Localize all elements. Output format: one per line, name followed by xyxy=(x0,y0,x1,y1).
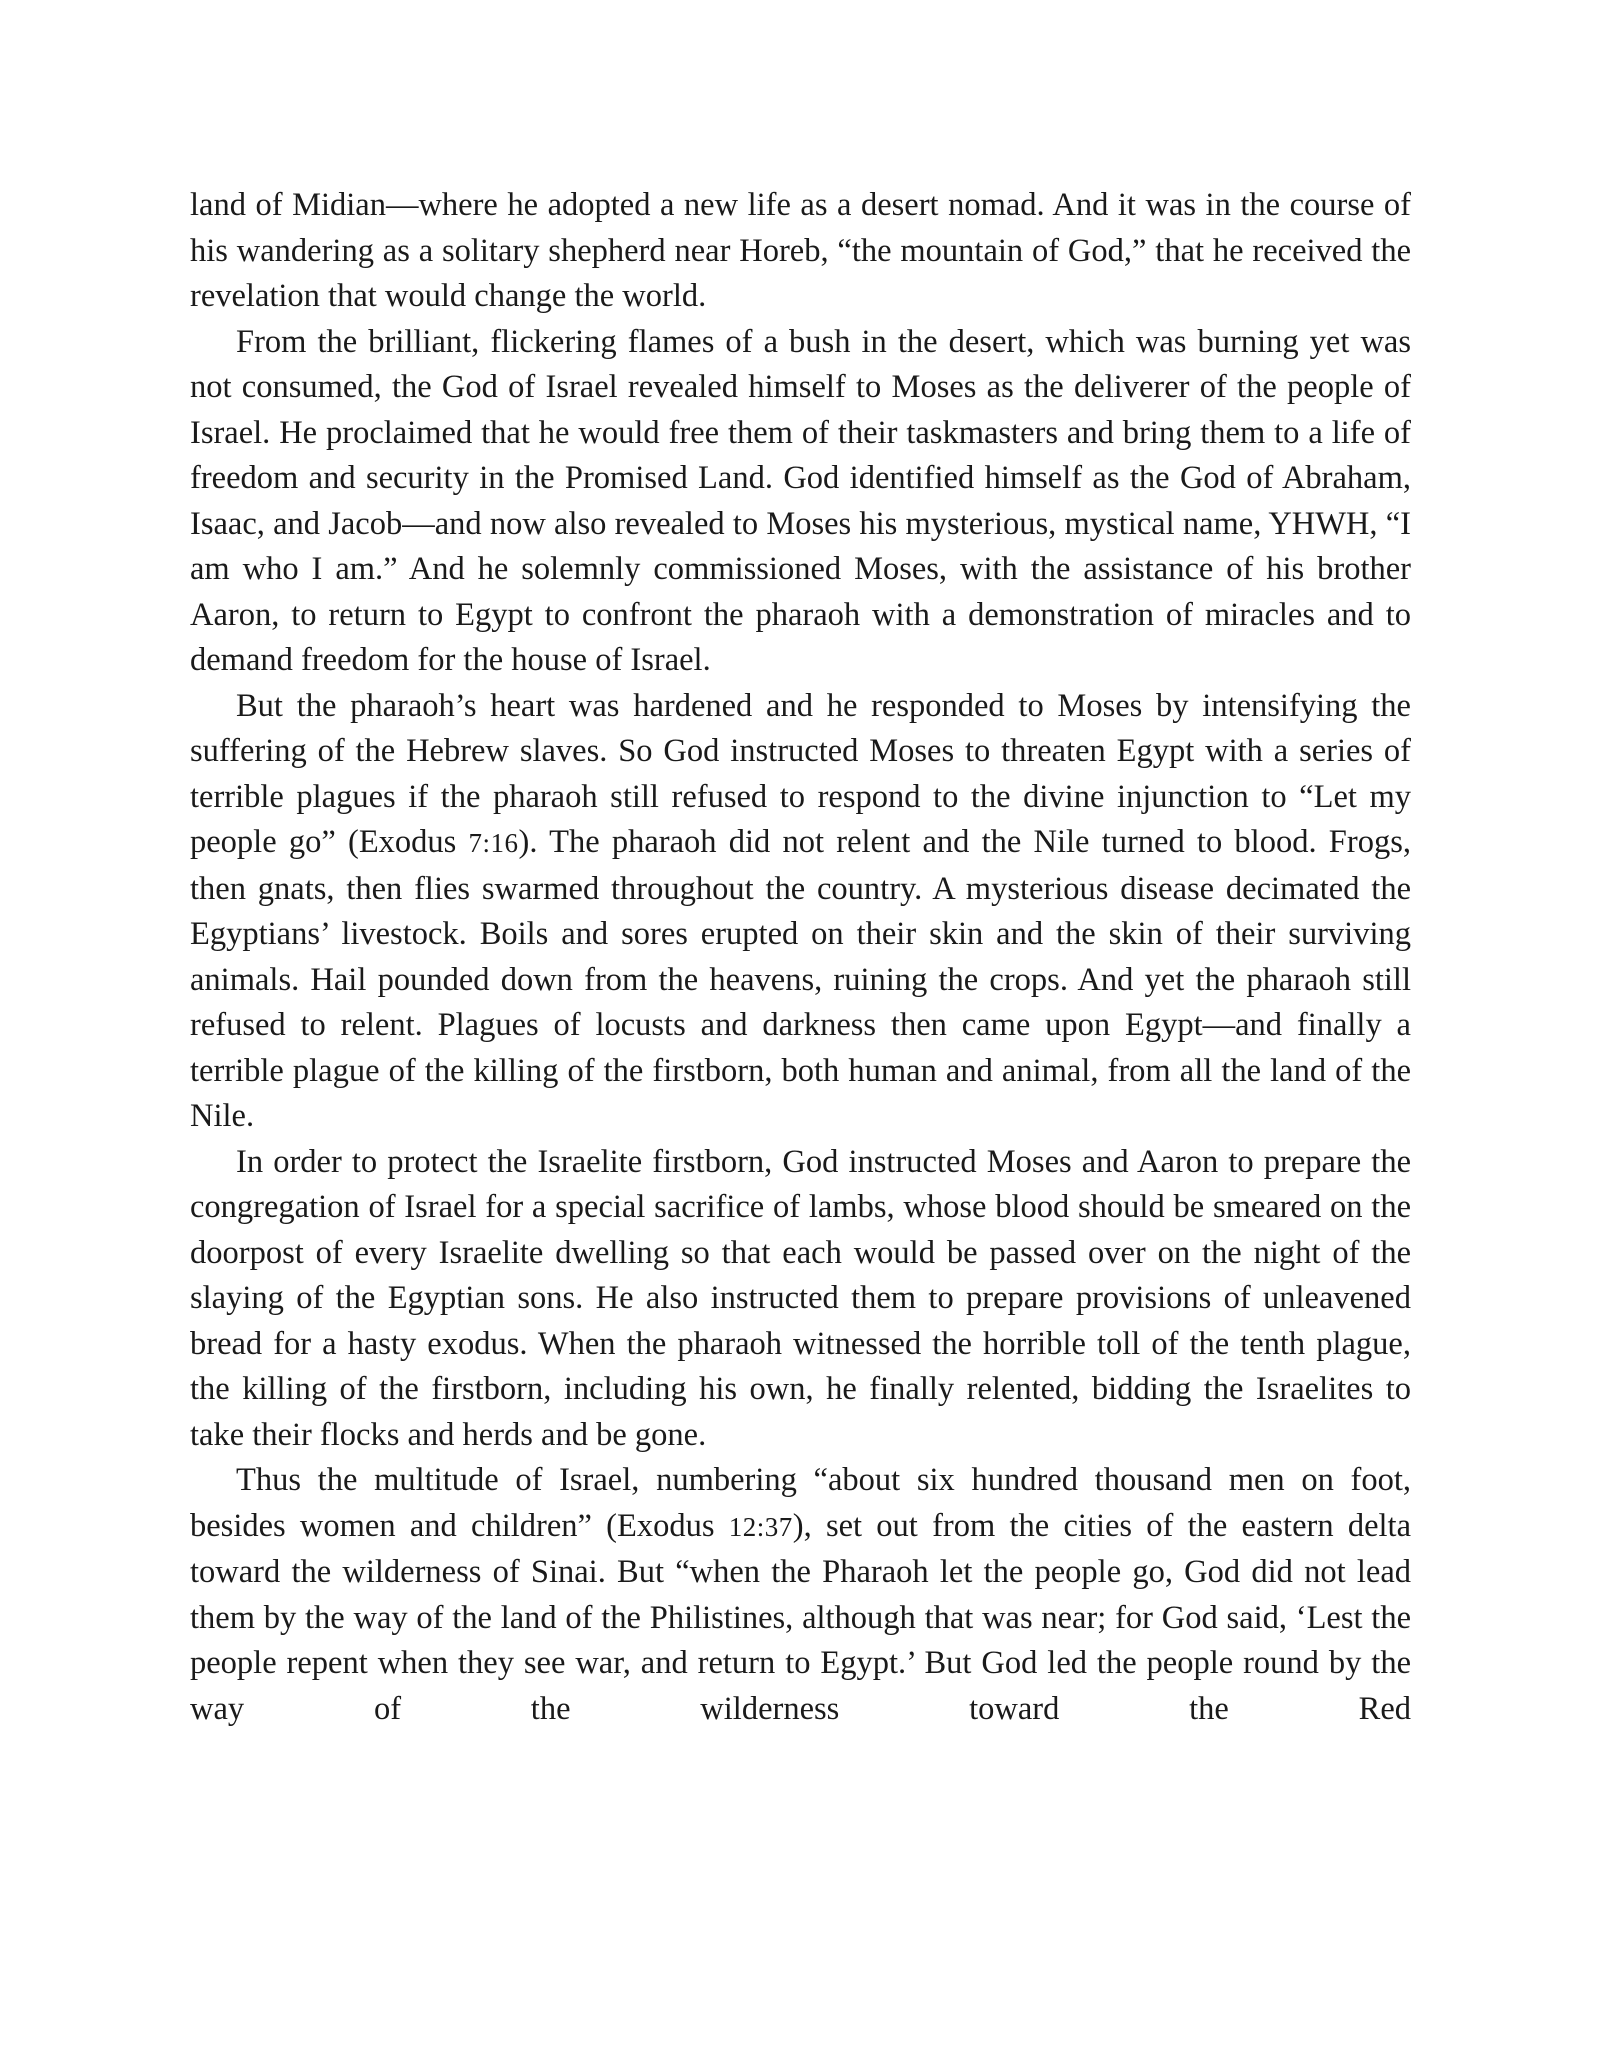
paragraph-5-text-a: Thus the multitude of Israel, numbering “about six hundred thousand men on foot, besides women and children” (Exodus xyxy=(190,1462,1411,1544)
paragraph-4 xyxy=(190,1140,1411,1459)
body-text xyxy=(190,183,1411,1732)
paragraph-1-text: land of Midian—where he adopted a new life as a desert nomad. And it was in the course of his wandering as a solitary shepherd near Horeb, “the mountain of God,” that he received the revelation that would change the world. xyxy=(190,187,1411,314)
paragraph-4-text: In order to protect the Israelite firstborn, God instructed Moses and Aaron to prepare the congregation of Israel for a special sacrifice of lambs, whose blood should be smeared on the doorpost of every Israelite dwelling so that each would be passed over on the night of the slaying of the Egyptian sons. He also instructed them to prepare provisions of unleavened bread for a hasty exodus. When the pharaoh witnessed the horrible toll of the tenth plague, the killing of the firstborn, including his own, he finally relented, bidding the Israelites to take their flocks and herds and be gone. xyxy=(190,1143,1411,1453)
paragraph-3-text-b: ). The pharaoh did not relent and the Nile turned to blood. Frogs, then gnats, then flies swarmed throughout the country. A mysterious disease decimated the Egyptians’ livestock. Boils and sores erupted on their skin and the skin of their surviving animals. Hail pounded down from the heavens, ruining the crops. And yet the pharaoh still refused to relent. Plagues of locusts and darkness then came upon Egypt—and finally a terrible plague of the killing of the firstborn, both human and animal, from all the land of the Nile. xyxy=(190,824,1411,1134)
paragraph-3 xyxy=(190,684,1411,1140)
paragraph-5-text-b: ), set out from the cities of the eastern delta toward the wilderness of Sinai. But “when the Pharaoh let the people go, God did not lead them by the way of the land of the Philistines, although that was near; for God said, ‘Lest the people repent when they see war, and return to Egypt.’ But God led the people round by the way of the wilderness toward the Red xyxy=(190,1507,1411,1727)
paragraph-2-text: From the brilliant, flickering flames of a bush in the desert, which was burning yet was not consumed, the God of Israel revealed himself to Moses as the deliverer of the people of Israel. He proclaimed that he would free them of their taskmasters and bring them to a life of freedom and security in the Promised Land. God identified himself as the God of Abraham, Isaac, and Jacob—and now also revealed to Moses his mysterious, mystical name, YHWH, “I am who I am.” And he solemnly commissioned Moses, with the assistance of his brother Aaron, to return to Egypt to confront the pharaoh with a demonstration of miracles and to demand freedom for the house of Israel. xyxy=(190,323,1411,678)
paragraph-3-text-a: But the pharaoh’s heart was hardened and he responded to Moses by intensifying the suffering of the Hebrew slaves. So God instructed Moses to threaten Egypt with a series of terrible plagues if the pharaoh still refused to respond to the divine injunction to “Let my people go” (Exodus xyxy=(190,687,1411,860)
paragraph-2 xyxy=(190,320,1411,684)
paragraph-5-citation: 12:37 xyxy=(728,1511,793,1542)
paragraph-3-citation: 7:16 xyxy=(468,828,519,858)
paragraph-1 xyxy=(190,183,1411,320)
paragraph-5 xyxy=(190,1458,1411,1732)
